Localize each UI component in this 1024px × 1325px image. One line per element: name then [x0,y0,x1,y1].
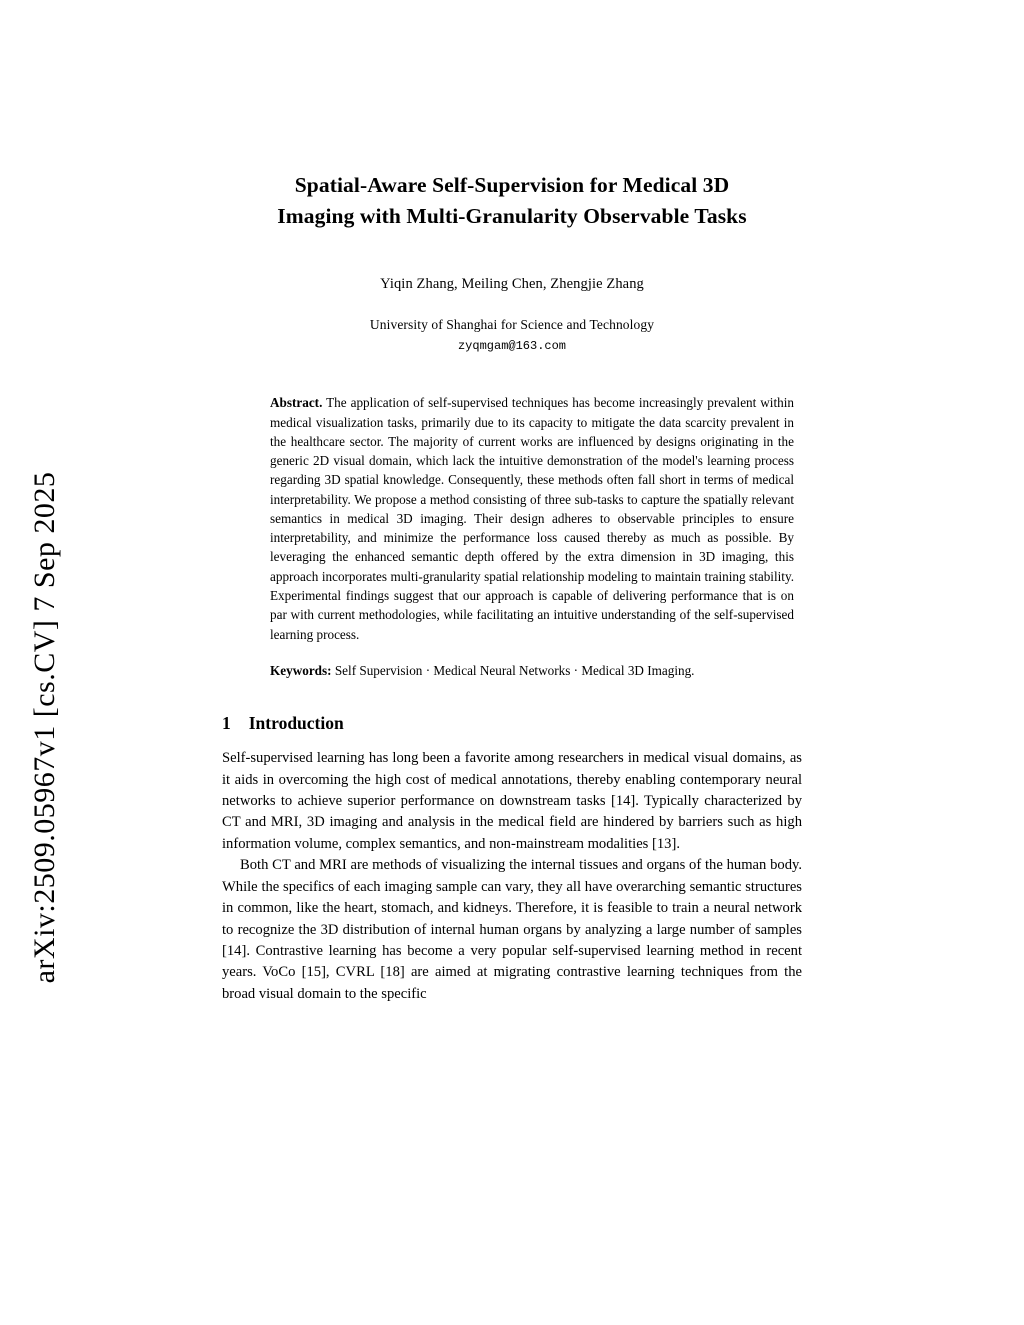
title-line-2: Imaging with Multi-Granularity Observable Tasks [277,204,747,229]
paragraph: Self-supervised learning has long been a favorite among researchers in medical visual domains, as it aids in overcoming the high cost of medical annotations, thereby enabling contemporary neural networks to achieve superior performance on downstream tasks [14]. Typically characterized by CT and MRI, 3D imaging and analysis in the medical field are hindered by barriers such as high information volume, complex semantics, and non-mainstream modalities [13]. [222,750,802,852]
section-number: 1 [222,713,231,734]
section-heading-introduction [222,713,802,734]
arxiv-stamp [0,0,90,1325]
author-list: Yiqin Zhang, Meiling Chen, Zhengjie Zhang [380,276,644,293]
contact-email: zyqmgam@163.com [457,339,567,354]
keywords-label: Keywords: [270,662,332,678]
abstract-section [222,393,802,680]
arxiv-stamp-text: arXiv:2509.05967v1 [cs.CV] 7 Sep 2025 [28,471,61,984]
page-title [222,170,802,232]
affiliation: University of Shanghai for Science and Technology [369,317,655,333]
section-body-introduction [222,748,802,1005]
title-line-1: Spatial-Aware Self-Supervision for Medical 3D [294,173,730,197]
abstract-paragraph [270,393,794,643]
abstract-label: Abstract. [270,395,323,411]
paragraph: Both CT and MRI are methods of visualizing the internal tissues and organs of the human body. While the specifics of each imaging sample can vary, they all have overarching semantic structures in common, like the heart, stomach, and kidneys. Therefore, it is feasible to train a neural network to recognize the 3D distribution of internal human organs by analyzing a large number of samples [14]. Contrastive learning has become a very popular self-supervised learning method in recent years. VoCo [15], CVRL [18] are aimed at migrating contrastive learning techniques from the broad visual domain to the specific [222,857,802,1002]
keywords-paragraph [270,661,794,680]
keywords-body: Self Supervision · Medical Neural Networks · Medical 3D Imaging. [331,662,695,678]
paper-content [222,170,802,1005]
section-title: Introduction [248,713,344,734]
abstract-body: The application of self-supervised techniques has become increasingly prevalent within medical visualization tasks, primarily due to its capacity to mitigate the data scarcity prevalent in the healthcare sector. The majority of current works are influenced by designs originating in the generic 2D visual domain, which lack the intuitive demonstration of the model's learning process regarding 3D spatial knowledge. Consequently, these methods often fall short in terms of medical interpretability. We propose a method consisting of three sub-tasks to capture the spatially relevant semantics in medical 3D imaging. Their design adheres to observable principles to ensure interpretability, and minimize the performance loss caused thereby as much as possible. By leveraging the enhanced semantic depth offered by the extra dimension in 3D imaging, this approach incorporates multi-granularity spatial relationship modeling to maintain training stability. Experimental findings suggest that our approach is capable of delivering performance that is on par with current methodologies, while facilitating an intuitive understanding of the self-supervised learning process. [270,395,794,642]
